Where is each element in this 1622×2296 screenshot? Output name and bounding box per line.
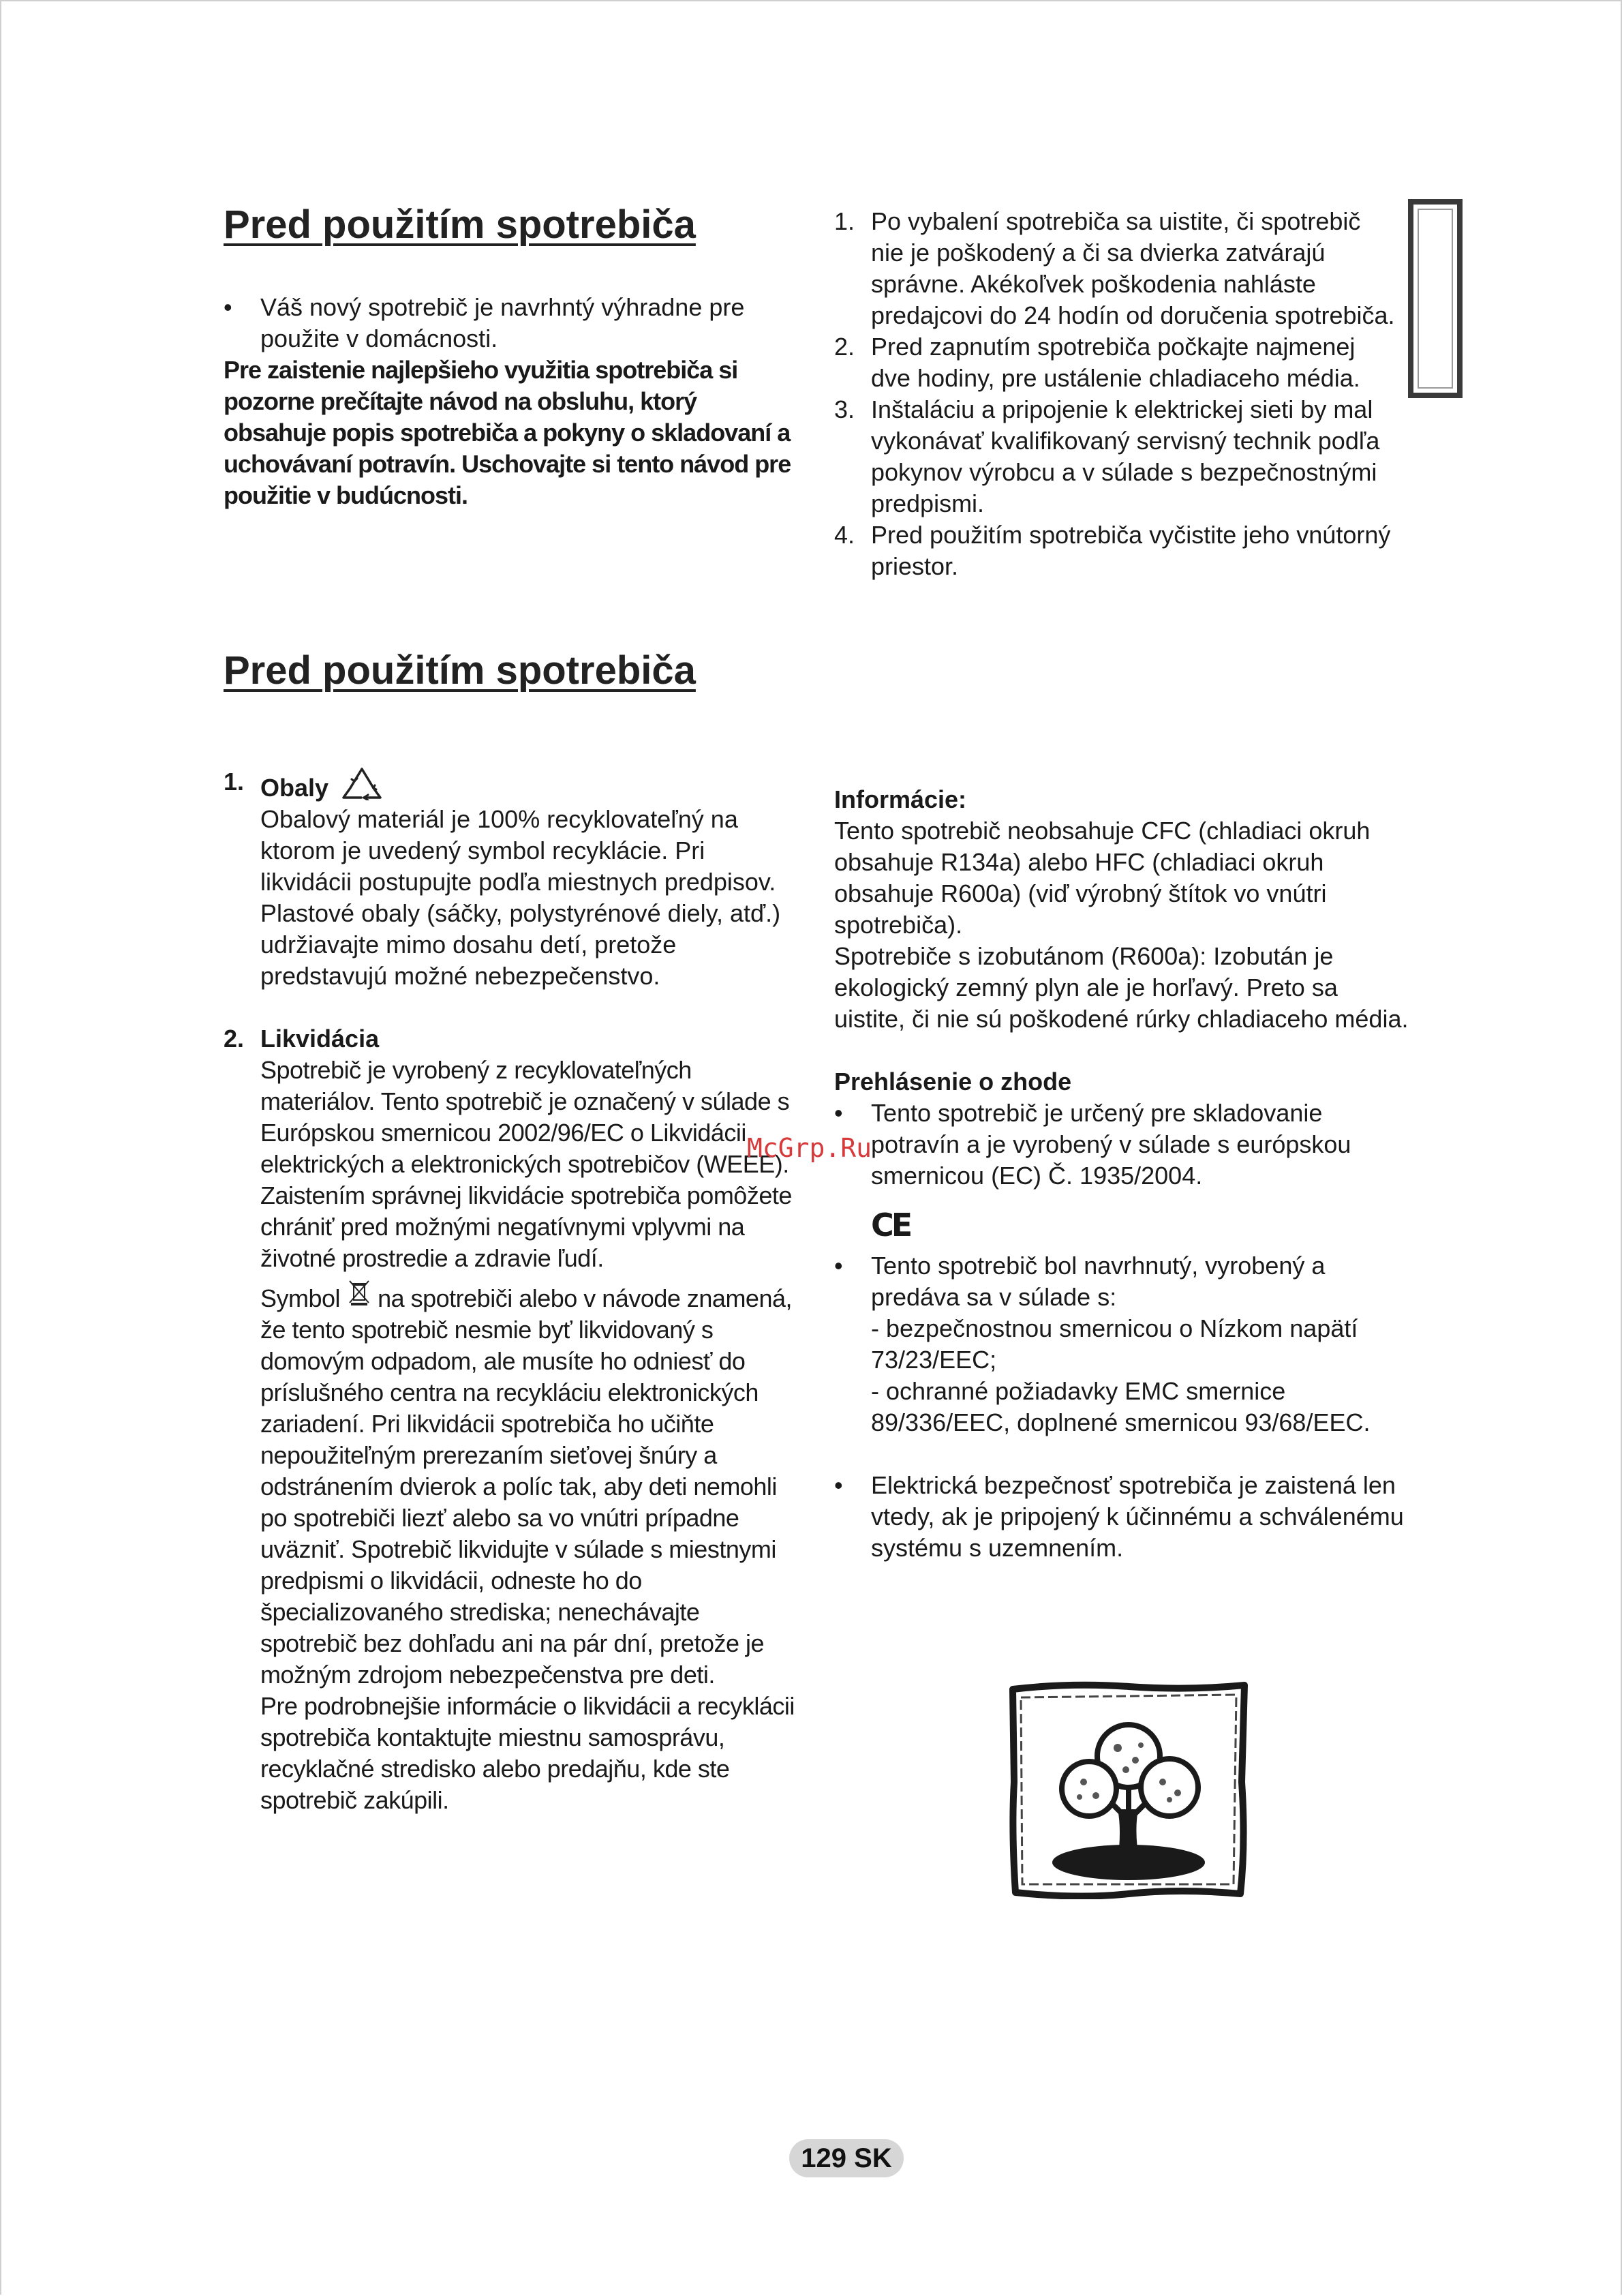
language-tab-marker <box>1408 199 1463 398</box>
informacie-text1: Tento spotrebič neobsahuje CFC (chladiaci okruh obsahuje R134a) alebo HFC (chladiaci okruh obsahuje R600a) (viď výrobný štítok vo vnútri spotrebiča). <box>834 817 1371 939</box>
ce-mark-row <box>834 1209 1413 1243</box>
likvidacia-text3: Pre podrobnejšie informácie o likvidácii a recyklácii spotrebiča kontaktujte miestnu samosprávu, recyklačné stredisko alebo predajňu, kde ste spotrebič zakúpili. <box>260 1692 795 1814</box>
section1-title: Pred použitím spotrebiča <box>224 202 696 247</box>
obaly-text: Obalový materiál je 100% recyklovateľný na ktorom je uvedený symbol recyklácie. Pri likvidácii postupujte podľa miestnych predpisov. Plastové obaly (sáčky, polystyrénové diely, atď.) udržiavajte mimo dosahu detí, pretože predstavujú možné nebezpečenstvo. <box>260 805 781 990</box>
environment-tree-icon <box>1009 1680 1249 1899</box>
section1-bold-note: Pre zaistenie najlepšieho využitia spotrebiča si pozorne prečítajte návod na obsluhu, ktorý obsahuje popis spotrebiča a pokyny o skladovaní a uchovávaní potravín. Uschovajte si tento návod pre použitie v budúcnosti. <box>224 356 791 509</box>
ce-mark-icon: CE <box>871 1207 911 1243</box>
section1-bullet: • Váš nový spotrebič je navrhntý výhradne pre použite v domácnosti. <box>224 292 796 354</box>
zhoda-bullet2 <box>834 1250 1413 1438</box>
steps-column <box>834 206 1400 582</box>
symbol-prefix: Symbol <box>260 1284 341 1312</box>
informacie-text2: Spotrebiče s izobutánom (R600a): Izobután je ekologický zemný plyn ale je horľavý. Preto sa uistite, či nie sú poškodené rúrky chladiaceho média. <box>834 942 1409 1033</box>
informacie-heading: Informácie: <box>834 785 967 813</box>
page-number: 129 SK <box>789 2139 904 2177</box>
zhoda-bullet2-line1: - bezpečnostnou smernicou o Nízkom napätí 73/23/EEC; <box>871 1314 1358 1374</box>
steps-list <box>834 206 1400 582</box>
step-item: 3. Inštaláciu a pripojenie k elektrickej sieti by mal vykonávať kvalifikovaný servisný technik podľa pokynov výrobcu a v súlade s bezpečnostnými predpismi. <box>834 395 1380 517</box>
step-item: 1. Po vybalení spotrebiča sa uistite, či spotrebič nie je poškodený a či sa dvierka zatvárajú správne. Akékoľvek poškodenia nahláste predajcovi do 24 hodín od doručenia spotrebiča. <box>834 207 1395 329</box>
section2-title: Pred použitím spotrebiča <box>224 648 696 693</box>
zhoda-heading: Prehlásenie o zhode <box>834 1068 1072 1096</box>
likvidacia-heading: 2. Likvidácia <box>224 1025 380 1053</box>
likvidacia-text1: Spotrebič je vyrobený z recyklovateľných materiálov. Tento spotrebič je označený v súlade s Európskou smernicou 2002/96/EC o Likvidácii elektrických a elektronických spotrebičov (WEEE). Zaistením správnej likvidácie spotrebiča pomôžete chrániť pred možnými negatívnymi vplyvmi na životné prostredie a zdravie ľudí. <box>260 1056 792 1272</box>
watermark: McGrp.Ru <box>747 1133 872 1163</box>
recycle-icon <box>341 766 383 800</box>
step-item: 2. Pred zapnutím spotrebiča počkajte najmenej dve hodiny, pre ustálenie chladiaceho média. <box>834 333 1360 392</box>
zhoda-bullet2-intro: • Tento spotrebič bol navrhnutý, vyrobený a predáva sa v súlade s: <box>871 1252 1326 1311</box>
step-item: 4. Pred použitím spotrebiča vyčistite jeho vnútorný priestor. <box>834 521 1391 580</box>
zhoda-bullet2-line2: - ochranné požiadavky EMC smernice 89/336/EEC, doplnené smernicou 93/68/EEC. <box>871 1377 1371 1436</box>
obaly-heading: 1. Obaly <box>224 766 796 804</box>
zhoda-bullet1: • Tento spotrebič je určený pre skladovanie potravín a je vyrobený v súlade s európskou smernicou (EC) Č. 1935/2004. <box>834 1098 1413 1192</box>
section2-right-column <box>834 784 1413 1564</box>
crossed-bin-icon <box>347 1278 371 1305</box>
likvidacia-text2-block <box>224 1278 796 1691</box>
zhoda-bullet3: • Elektrická bezpečnosť spotrebiča je zaistená len vtedy, ak je pripojený k účinnému a schválenému systému s uzemnením. <box>834 1470 1413 1564</box>
likvidacia-text2: na spotrebiči alebo v návode znamená, že tento spotrebič nesmie byť likvidovaný s domovým odpadom, ale musíte ho odniesť do príslušného centra na recykláciu elektronických zariadení. Pri likvidácii spotrebiča ho učiňte nepoužiteľným prerezaním sieťovej šnúry a odstránením dvierok a políc tak, aby deti nemohli po spotrebiči liezť alebo sa vo vnútri prípadne uväzniť. Spotrebič likvidujte v súlade s miestnymi predpismi o likvidácii, odneste ho do špecializovaného strediska; nenechávajte spotrebič bez dohľadu ani na pár dní, pretože je možným zdrojom nebezpečenstva pre deti. <box>260 1284 792 1689</box>
section2-left-column <box>224 766 796 1816</box>
section1-left-column <box>224 292 796 511</box>
